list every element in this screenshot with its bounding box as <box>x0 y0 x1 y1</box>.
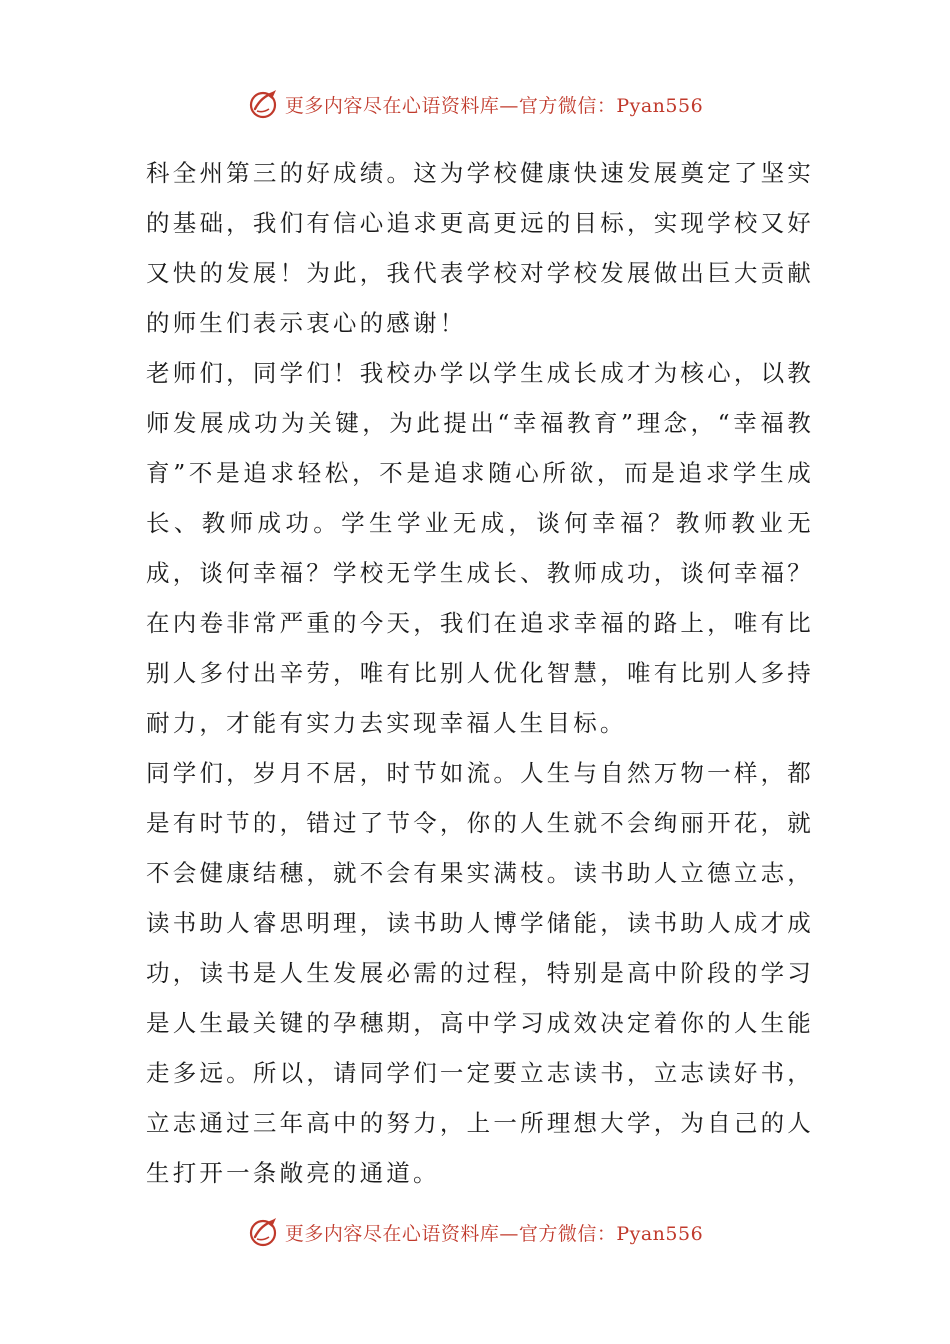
pen-scroll-logo-icon <box>247 87 281 121</box>
paragraph-2: 老师们，同学们！我校办学以学生成长成才为核心，以教师发展成功为关键，为此提出“幸福教育”理念，“幸福教育”不是追求轻松，不是追求随心所欲，而是追求学生成长、教师成功。学生学业无成，谈何幸福？教师教业无成，谈何幸福？学校无学生成长、教师成功，谈何幸福？在内卷非常严重的今天，我们在追求幸福的路上，唯有比别人多付出辛劳，唯有比别人优化智慧，唯有比别人多持耐力，才能有实力去实现幸福人生目标。 <box>146 359 814 737</box>
footer-banner <box>0 1212 950 1252</box>
header-banner <box>0 84 950 124</box>
paragraph-3: 同学们，岁月不居，时节如流。人生与自然万物一样，都是有时节的，错过了节令，你的人生就不会绚丽开花，就不会健康结穗，就不会有果实满枝。读书助人立德立志，读书助人睿思明理，读书助人博学储能，读书助人成才成功，读书是人生发展必需的过程，特别是高中阶段的学习是人生最关键的孕穗期，高中学习成效决定着你的人生能走多远。所以，请同学们一定要立志读书，立志读好书，立志通过三年高中的努力，上一所理想大学，为自己的人生打开一条敞亮的通道。 <box>146 759 814 1187</box>
paragraph-1: 科全州第三的好成绩。这为学校健康快速发展奠定了坚实的基础，我们有信心追求更高更远的目标，实现学校又好又快的发展！为此，我代表学校对学校发展做出巨大贡献的师生们表示衷心的感谢！ <box>146 159 814 337</box>
pen-scroll-logo-icon <box>247 1215 281 1249</box>
header-banner-text: 更多内容尽在心语资料库—官方微信：Pyan556 <box>284 94 704 117</box>
footer-banner-text: 更多内容尽在心语资料库—官方微信：Pyan556 <box>284 1222 704 1245</box>
document-body <box>146 148 814 1198</box>
